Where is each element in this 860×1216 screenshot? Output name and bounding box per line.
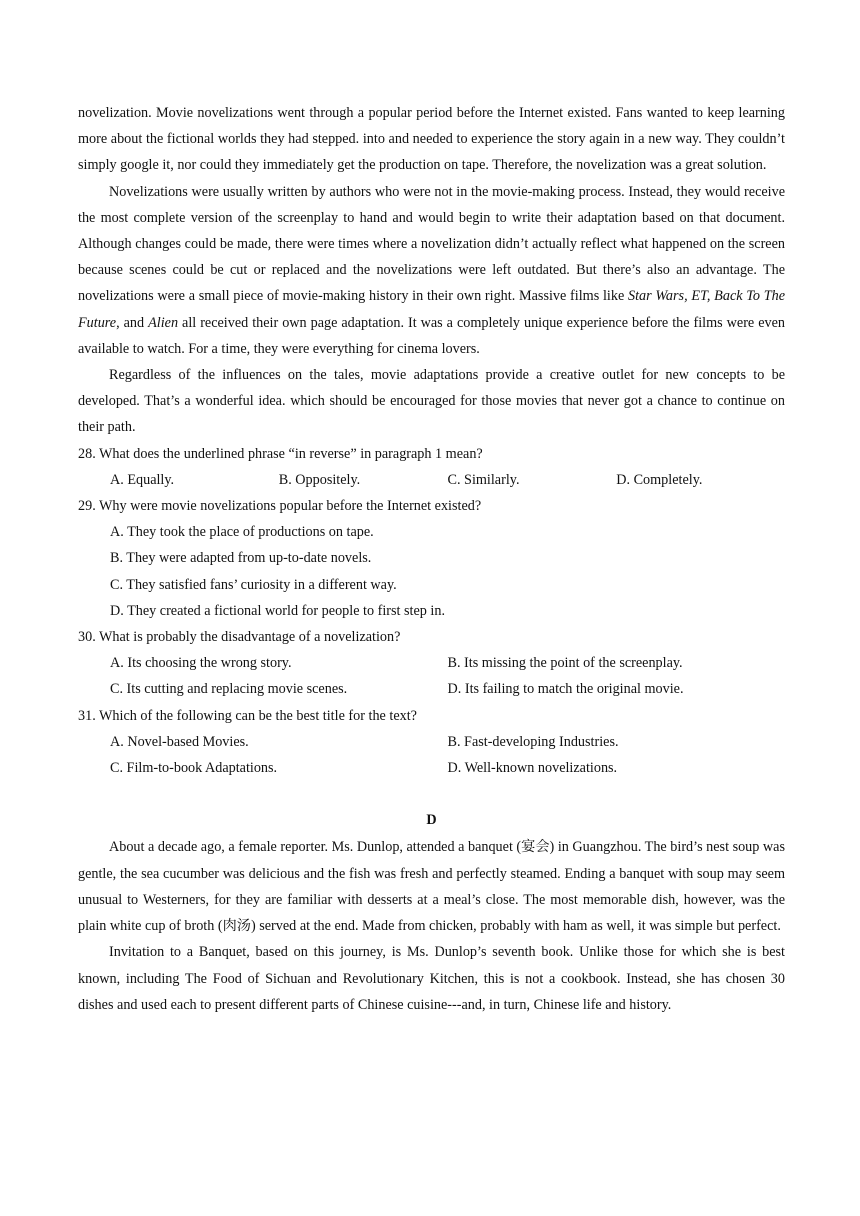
passage-d-paragraph-1: About a decade ago, a female reporter. Ms. Dunlop, attended a banquet (宴会) in Guangzhou. The bird’s nest soup was gentle, the sea cucumber was delicious and the fish was fresh and perfectly steamed. Ending a banquet with soup may seem unusual to Westerners, for they are familiar with desserts at a meal’s close. The most memorable dish, however, was the plain white cup of broth (肉汤) served at the end. Made from chicken, probably with ham as well, it was simple but perfect. — [78, 839, 785, 935]
q31-option-a: A. Novel-based Movies. — [110, 733, 249, 750]
film-title-alien: Alien — [148, 314, 179, 331]
q28-option-d: D. Completely. — [616, 471, 703, 488]
question-28-stem: 28. What does the underlined phrase “in reverse” in paragraph 1 mean? — [78, 445, 483, 462]
q29-option-d: D. They created a fictional world for people to first step in. — [110, 602, 446, 619]
q28-option-b: B. Oppositely. — [278, 471, 361, 488]
q31-option-b: B. Fast-developing Industries. — [447, 733, 619, 750]
paragraph-2-text-a: Novelizations were usually written by authors who were not in the movie-making process. Instead, they would receive the most complete version of the screenplay to hand and would begin to write their adaptation based on that document. Although changes could be made, there were times where a novelization didn’t actually reflect what happened on the screen because scenes could be cut or replaced and the novelizations were left outdated. But there’s also an advantage. The novelizations were a small piece of movie-making history in their own right. Massive films like — [78, 183, 785, 305]
question-30-options-row-1 — [78, 650, 785, 676]
passage-c-paragraph-2 — [78, 179, 785, 362]
q29-option-b: B. They were adapted from up-to-date novels. — [110, 550, 372, 567]
q31-option-d: D. Well-known novelizations. — [447, 760, 618, 777]
film-titles: Star Wars, ET, Back To The Future — [78, 288, 786, 331]
q31-option-c: C. Film-to-book Adaptations. — [110, 760, 278, 777]
q29-option-c: C. They satisfied fans’ curiosity in a different way. — [110, 576, 397, 593]
question-29-stem: 29. Why were movie novelizations popular before the Internet existed? — [78, 498, 482, 515]
q30-option-a: A. Its choosing the wrong story. — [110, 655, 292, 672]
question-30-stem: 30. What is probably the disadvantage of a novelization? — [78, 629, 401, 646]
exam-page — [78, 100, 785, 1018]
passage-d-paragraph-2: Invitation to a Banquet, based on this journey, is Ms. Dunlop’s seventh book. Unlike those for which she is best known, including The Food of Sichuan and Revolutionary Kitchen, this is not a cookbook. Instead, she has chosen 30 dishes and used each to present different parts of Chinese cuisine---and, in turn, Chinese life and history. — [78, 944, 785, 1013]
paragraph-2-text-b: , and — [116, 314, 149, 331]
question-31-stem: 31. Which of the following can be the best title for the text? — [78, 707, 417, 724]
q30-option-b: B. Its missing the point of the screenplay. — [447, 655, 683, 672]
q29-option-a: A. They took the place of productions on tape. — [110, 524, 374, 541]
passage-c-paragraph-3: Regardless of the influences on the tales, movie adaptations provide a creative outlet for new concepts to be developed. That’s a wonderful idea. which should be encouraged for those movies that never got a chance to continue on their path. — [78, 367, 785, 436]
q30-option-c: C. Its cutting and replacing movie scenes. — [110, 681, 348, 698]
q28-option-a: A. Equally. — [110, 471, 175, 488]
question-28-options — [78, 467, 785, 493]
question-31-options-row-2 — [78, 755, 785, 781]
passage-c-paragraph-1: novelization. Movie novelizations went through a popular period before the Internet existed. Fans wanted to keep learning more about the fictional worlds they had stepped. into and needed to experience the story again in a new way. They couldn’t simply google it, nor could they immediately get the production on tape. Therefore, the novelization was a great solution. — [78, 105, 785, 174]
q30-option-d: D. Its failing to match the original movie. — [447, 681, 684, 698]
question-31-options-row-1 — [78, 729, 785, 755]
paragraph-2-text-c: all received their own page adaptation. It was a completely unique experience before the films were even available to watch. For a time, they were everything for cinema lovers. — [78, 314, 785, 357]
q28-option-c: C. Similarly. — [447, 471, 520, 488]
passage-d-heading: D — [426, 812, 437, 829]
question-30-options-row-2 — [78, 676, 785, 702]
